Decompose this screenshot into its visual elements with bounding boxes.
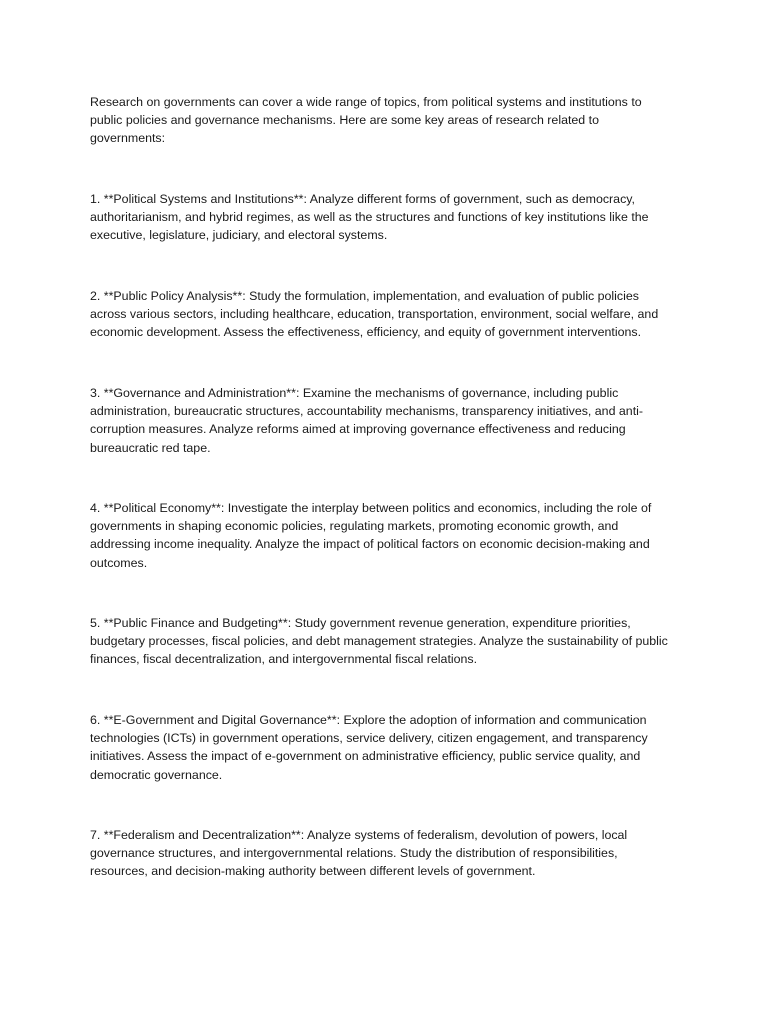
text-line: resources, and decision-making authority between different levels of government. (90, 864, 536, 879)
text-line: bureaucratic red tape. (90, 440, 211, 455)
text-line: addressing income inequality. Analyze the impact of political factors on economic decision-making and (90, 537, 650, 552)
text-line: 4. **Political Economy**: Investigate the interplay between politics and economics, including the role of (90, 501, 652, 515)
item-governance-administration (90, 384, 690, 457)
text-line: across various sectors, including healthcare, education, transportation, environment, social welfare, and (90, 307, 659, 322)
text-line: 5. **Public Finance and Budgeting**: Study government revenue generation, expenditure priorities, (90, 616, 631, 630)
item-e-government (90, 711, 690, 784)
intro-paragraph (90, 93, 690, 148)
text-line: technologies (ICTs) in government operations, service delivery, citizen engagement, and transparency (90, 731, 648, 746)
text-line: public policies and governance mechanisms. Here are some key areas of research related to (90, 113, 599, 128)
text-line: economic development. Assess the effectiveness, efficiency, and equity of government interventions. (90, 325, 642, 340)
text-line: governance structures, and intergovernmental relations. Study the distribution of responsibilities, (90, 846, 618, 861)
item-federalism (90, 826, 690, 881)
item-public-finance (90, 614, 690, 669)
text-line: initiatives. Assess the impact of e-government on administrative efficiency, public service quality, and (90, 749, 641, 764)
text-line: 3. **Governance and Administration**: Examine the mechanisms of governance, including public (90, 386, 619, 400)
text-line: Research on governments can cover a wide range of topics, from political systems and institutions to (90, 95, 642, 109)
text-line: outcomes. (90, 555, 148, 570)
text-line: budgetary processes, fiscal policies, and debt management strategies. Analyze the sustainability of public (90, 634, 668, 649)
text-line: corruption measures. Analyze reforms aimed at improving governance effectiveness and reducing (90, 422, 626, 437)
item-public-policy (90, 287, 690, 342)
text-line: 7. **Federalism and Decentralization**: Analyze systems of federalism, devolution of powers, local (90, 828, 628, 842)
text-line: democratic governance. (90, 767, 223, 782)
text-line: 2. **Public Policy Analysis**: Study the formulation, implementation, and evaluation of public policies (90, 289, 639, 303)
text-line: 1. **Political Systems and Institutions**: Analyze different forms of government, such as democracy, (90, 192, 635, 206)
text-line: governments: (90, 131, 166, 146)
item-political-systems (90, 190, 690, 245)
item-political-economy (90, 499, 690, 572)
text-line: authoritarianism, and hybrid regimes, as well as the structures and functions of key institutions like the (90, 210, 649, 225)
text-line: executive, legislature, judiciary, and electoral systems. (90, 228, 388, 243)
text-line: administration, bureaucratic structures, accountability mechanisms, transparency initiatives, and anti- (90, 404, 644, 419)
text-line: finances, fiscal decentralization, and intergovernmental fiscal relations. (90, 652, 478, 667)
text-line: 6. **E-Government and Digital Governance**: Explore the adoption of information and communication (90, 713, 647, 727)
text-line: governments in shaping economic policies, regulating markets, promoting economic growth, and (90, 519, 619, 534)
